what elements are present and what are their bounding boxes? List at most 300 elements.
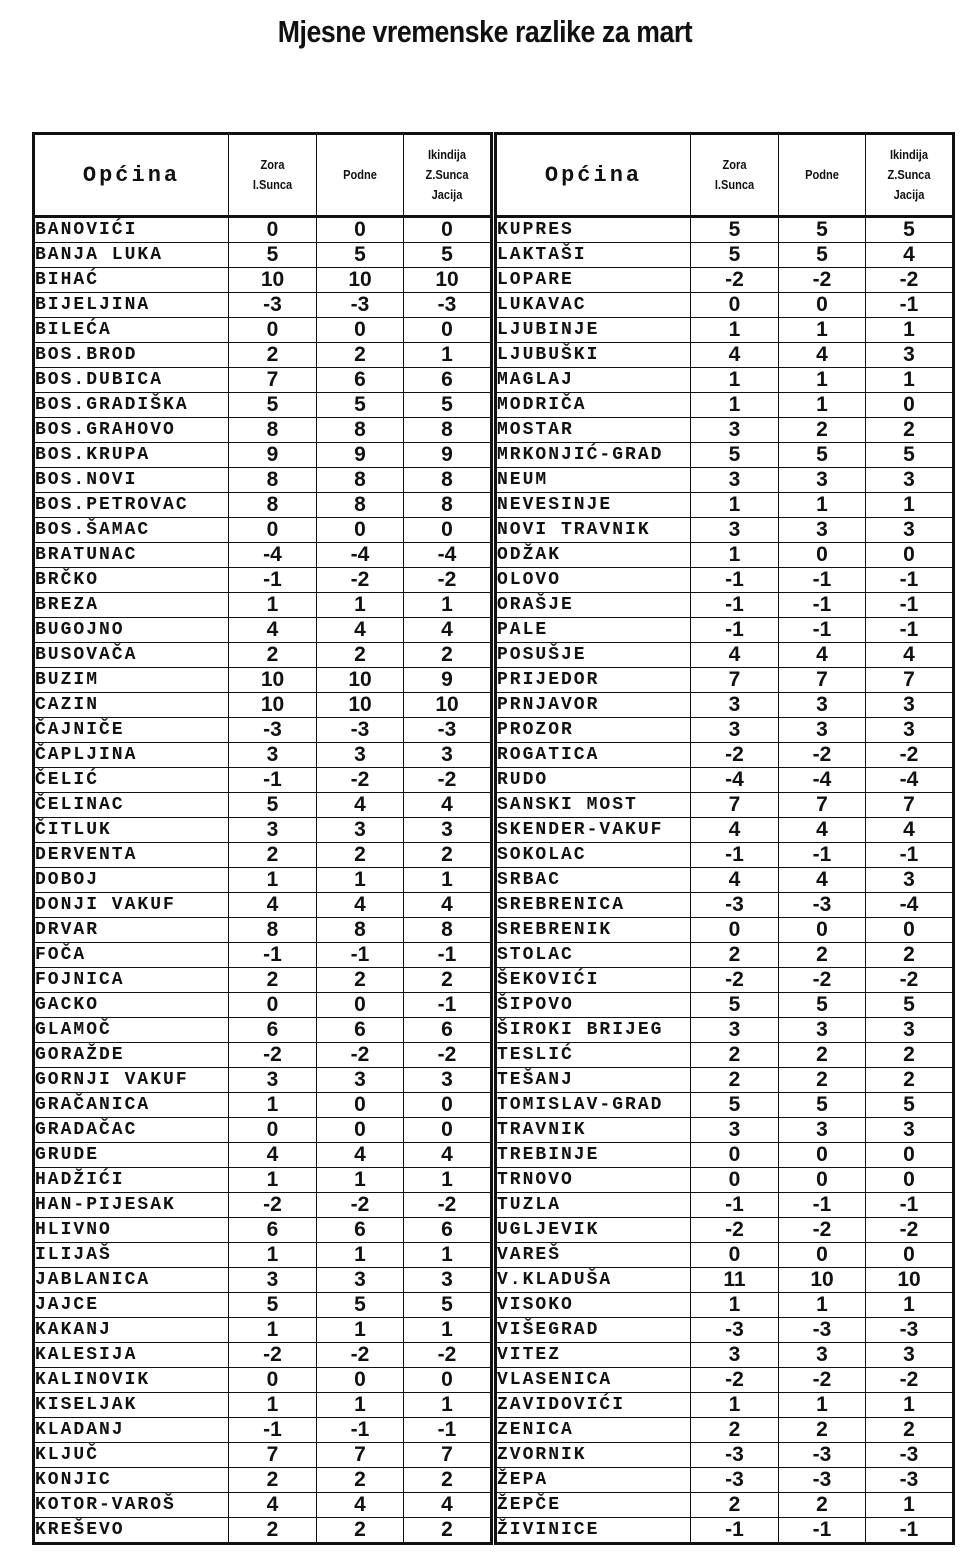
table-row xyxy=(496,318,954,343)
ikindija-value: 7 xyxy=(866,793,954,818)
zora-value: -3 xyxy=(691,1468,779,1493)
municipality-name: GRUDE xyxy=(34,1143,229,1168)
table-row xyxy=(496,1343,954,1368)
zora-value: 0 xyxy=(691,293,779,318)
municipality-name: BUZIM xyxy=(34,668,229,693)
zora-value: 5 xyxy=(691,1093,779,1118)
ikindija-value: 0 xyxy=(404,217,492,243)
podne-value: 8 xyxy=(317,468,404,493)
zora-value: 1 xyxy=(229,1093,317,1118)
header-ikindija-line2: Z.Sunca xyxy=(425,167,469,182)
zora-value: 2 xyxy=(229,343,317,368)
podne-value: -3 xyxy=(779,1443,866,1468)
podne-value: 3 xyxy=(779,1118,866,1143)
ikindija-value: -3 xyxy=(866,1318,954,1343)
podne-value: 5 xyxy=(317,1293,404,1318)
table-row xyxy=(496,993,954,1018)
table-row xyxy=(34,468,492,493)
municipality-name: STOLAC xyxy=(496,943,691,968)
table-row xyxy=(496,1168,954,1193)
municipality-name: BOS.ŠAMAC xyxy=(34,518,229,543)
municipality-name: KAKANJ xyxy=(34,1318,229,1343)
tables-wrapper xyxy=(32,132,952,1541)
table-row xyxy=(496,293,954,318)
municipality-name: NEVESINJE xyxy=(496,493,691,518)
table-row xyxy=(496,668,954,693)
ikindija-value: 3 xyxy=(866,343,954,368)
zora-value: 10 xyxy=(229,668,317,693)
ikindija-value: 0 xyxy=(404,518,492,543)
municipality-name: DONJI VAKUF xyxy=(34,893,229,918)
municipality-name: VITEZ xyxy=(496,1343,691,1368)
zora-value: 1 xyxy=(229,1393,317,1418)
municipality-name: FOJNICA xyxy=(34,968,229,993)
zora-value: 7 xyxy=(229,368,317,393)
ikindija-value: 4 xyxy=(404,1493,492,1518)
zora-value: 5 xyxy=(691,993,779,1018)
zora-value: 3 xyxy=(229,818,317,843)
ikindija-value: 4 xyxy=(404,793,492,818)
table-row xyxy=(496,1243,954,1268)
zora-value: 1 xyxy=(691,318,779,343)
municipality-name: ŽEPA xyxy=(496,1468,691,1493)
table-row xyxy=(496,1443,954,1468)
podne-value: 3 xyxy=(779,468,866,493)
table-row xyxy=(496,893,954,918)
zora-value: 3 xyxy=(691,1018,779,1043)
zora-value: 8 xyxy=(229,418,317,443)
podne-value: 3 xyxy=(779,718,866,743)
zora-value: 8 xyxy=(229,918,317,943)
table-row xyxy=(496,368,954,393)
header-podne-line1: Podne xyxy=(805,167,839,182)
ikindija-value: 10 xyxy=(866,1268,954,1293)
table-row xyxy=(34,368,492,393)
municipality-name: PRNJAVOR xyxy=(496,693,691,718)
zora-value: 1 xyxy=(229,1243,317,1268)
municipality-name: GRAČANICA xyxy=(34,1093,229,1118)
table-row xyxy=(496,818,954,843)
zora-value: 4 xyxy=(229,893,317,918)
header-ikindija xyxy=(866,134,954,217)
municipality-name: TESLIĆ xyxy=(496,1043,691,1068)
ikindija-value: 0 xyxy=(866,393,954,418)
zora-value: 3 xyxy=(691,718,779,743)
zora-value: 2 xyxy=(691,1418,779,1443)
ikindija-value: 1 xyxy=(404,1318,492,1343)
ikindija-value: 2 xyxy=(404,1518,492,1544)
podne-value: 6 xyxy=(317,368,404,393)
podne-value: 2 xyxy=(779,1068,866,1093)
ikindija-value: 5 xyxy=(866,993,954,1018)
podne-value: 9 xyxy=(317,443,404,468)
municipality-name: HLIVNO xyxy=(34,1218,229,1243)
municipality-name: BOS.GRAHOVO xyxy=(34,418,229,443)
ikindija-value: -1 xyxy=(866,618,954,643)
podne-value: 10 xyxy=(779,1268,866,1293)
municipality-name: NOVI TRAVNIK xyxy=(496,518,691,543)
zora-value: 11 xyxy=(691,1268,779,1293)
zora-value: 0 xyxy=(691,918,779,943)
table-row xyxy=(34,1293,492,1318)
zora-value: 3 xyxy=(691,518,779,543)
ikindija-value: 3 xyxy=(866,1018,954,1043)
zora-value: 0 xyxy=(229,217,317,243)
municipality-name: PROZOR xyxy=(496,718,691,743)
zora-value: 8 xyxy=(229,493,317,518)
ikindija-value: 1 xyxy=(866,1393,954,1418)
zora-value: -1 xyxy=(229,768,317,793)
header-ikindija-line1: Ikindija xyxy=(427,147,467,162)
header-opcina: Općina xyxy=(496,134,691,217)
table-row xyxy=(496,1143,954,1168)
municipality-name: SREBRENIK xyxy=(496,918,691,943)
zora-value: 2 xyxy=(691,1068,779,1093)
header-ikindija-line2: Z.Sunca xyxy=(887,167,931,182)
zora-value: 7 xyxy=(691,668,779,693)
municipality-name: KALINOVIK xyxy=(34,1368,229,1393)
table-row xyxy=(496,243,954,268)
zora-value: 1 xyxy=(691,393,779,418)
ikindija-value: 1 xyxy=(866,1493,954,1518)
table-row xyxy=(34,1193,492,1218)
zora-value: 5 xyxy=(691,443,779,468)
podne-value: 4 xyxy=(317,1493,404,1518)
ikindija-value: -2 xyxy=(866,968,954,993)
header-zora-line1: Zora xyxy=(722,157,747,172)
table-row xyxy=(496,1518,954,1544)
podne-value: -2 xyxy=(317,1043,404,1068)
table-row xyxy=(496,593,954,618)
zora-value: 3 xyxy=(229,1268,317,1293)
table-row xyxy=(496,743,954,768)
zora-value: 2 xyxy=(229,1518,317,1544)
table-row xyxy=(496,1368,954,1393)
ikindija-value: 1 xyxy=(404,343,492,368)
municipality-name: ZAVIDOVIĆI xyxy=(496,1393,691,1418)
zora-value: -1 xyxy=(229,568,317,593)
municipality-name: MOSTAR xyxy=(496,418,691,443)
podne-value: -1 xyxy=(779,1518,866,1544)
municipality-name: UGLJEVIK xyxy=(496,1218,691,1243)
table-row xyxy=(496,1193,954,1218)
zora-value: 5 xyxy=(229,393,317,418)
municipality-name: KOTOR-VAROŠ xyxy=(34,1493,229,1518)
header-ikindija-line3: Jacija xyxy=(431,187,463,202)
ikindija-value: 8 xyxy=(404,418,492,443)
zora-value: -3 xyxy=(229,293,317,318)
podne-value: 2 xyxy=(317,843,404,868)
table-row xyxy=(34,1043,492,1068)
zora-value: 1 xyxy=(691,493,779,518)
ikindija-value: -4 xyxy=(404,543,492,568)
zora-value: 6 xyxy=(229,1018,317,1043)
podne-value: -3 xyxy=(779,893,866,918)
table-row xyxy=(496,1418,954,1443)
municipality-name: KLJUČ xyxy=(34,1443,229,1468)
table-row xyxy=(496,943,954,968)
municipality-name: BANOVIĆI xyxy=(34,217,229,243)
zora-value: 2 xyxy=(691,943,779,968)
ikindija-value: 2 xyxy=(866,1418,954,1443)
zora-value: 2 xyxy=(229,968,317,993)
podne-value: 0 xyxy=(317,1118,404,1143)
municipality-name: ŠIROKI BRIJEG xyxy=(496,1018,691,1043)
header-zora-line2: I.Sunca xyxy=(252,177,293,192)
municipality-name: ORAŠJE xyxy=(496,593,691,618)
municipality-name: VIŠEGRAD xyxy=(496,1318,691,1343)
zora-value: 0 xyxy=(691,1243,779,1268)
table-row xyxy=(496,843,954,868)
podne-value: 0 xyxy=(779,543,866,568)
municipality-name: LJUBINJE xyxy=(496,318,691,343)
podne-value: 7 xyxy=(317,1443,404,1468)
table-row xyxy=(496,393,954,418)
ikindija-value: 2 xyxy=(866,418,954,443)
podne-value: -4 xyxy=(317,543,404,568)
table-row xyxy=(496,1468,954,1493)
table-row xyxy=(34,818,492,843)
municipality-name: GRADAČAC xyxy=(34,1118,229,1143)
ikindija-value: 5 xyxy=(866,1093,954,1118)
table-row xyxy=(34,1143,492,1168)
municipality-name: KLADANJ xyxy=(34,1418,229,1443)
table-row xyxy=(34,968,492,993)
zora-value: 4 xyxy=(691,818,779,843)
zora-value: -3 xyxy=(691,1443,779,1468)
municipality-name: BOS.GRADIŠKA xyxy=(34,393,229,418)
podne-value: 2 xyxy=(779,1493,866,1518)
podne-value: 5 xyxy=(779,1093,866,1118)
table-row xyxy=(496,1018,954,1043)
municipality-name: PALE xyxy=(496,618,691,643)
municipality-name: BUSOVAČA xyxy=(34,643,229,668)
page-title: Mjesne vremenske razlike za mart xyxy=(277,14,693,49)
table-row xyxy=(34,518,492,543)
podne-value: 0 xyxy=(779,1168,866,1193)
header-zora xyxy=(229,134,317,217)
municipality-name: ČAPLJINA xyxy=(34,743,229,768)
ikindija-value: 1 xyxy=(866,493,954,518)
podne-value: -2 xyxy=(317,768,404,793)
table-row xyxy=(34,793,492,818)
table-row xyxy=(34,993,492,1018)
podne-value: 0 xyxy=(779,1243,866,1268)
zora-value: -2 xyxy=(229,1043,317,1068)
podne-value: 3 xyxy=(779,1018,866,1043)
table-row xyxy=(496,543,954,568)
zora-value: -1 xyxy=(691,843,779,868)
zora-value: -2 xyxy=(691,743,779,768)
zora-value: -3 xyxy=(691,1318,779,1343)
podne-value: -1 xyxy=(779,1193,866,1218)
table-row xyxy=(496,343,954,368)
table-row xyxy=(34,1118,492,1143)
zora-value: 1 xyxy=(229,593,317,618)
table-row xyxy=(34,1393,492,1418)
ikindija-value: 9 xyxy=(404,443,492,468)
podne-value: 0 xyxy=(317,518,404,543)
ikindija-value: -2 xyxy=(866,268,954,293)
table-row xyxy=(34,893,492,918)
podne-value: 1 xyxy=(779,493,866,518)
municipality-name: BIJELJINA xyxy=(34,293,229,318)
ikindija-value: 2 xyxy=(404,968,492,993)
table-row xyxy=(34,1443,492,1468)
ikindija-value: 10 xyxy=(404,693,492,718)
table-row xyxy=(34,443,492,468)
podne-value: 2 xyxy=(317,1468,404,1493)
table-row xyxy=(34,718,492,743)
municipality-name: SANSKI MOST xyxy=(496,793,691,818)
table-row xyxy=(34,268,492,293)
ikindija-value: 8 xyxy=(404,468,492,493)
podne-value: -2 xyxy=(317,1343,404,1368)
zora-value: 2 xyxy=(691,1043,779,1068)
ikindija-value: -1 xyxy=(404,993,492,1018)
zora-value: 0 xyxy=(691,1143,779,1168)
podne-value: -3 xyxy=(779,1318,866,1343)
podne-value: 2 xyxy=(779,943,866,968)
podne-value: 5 xyxy=(779,993,866,1018)
table-row xyxy=(34,1218,492,1243)
ikindija-value: 4 xyxy=(404,893,492,918)
ikindija-value: -3 xyxy=(866,1443,954,1468)
podne-value: 4 xyxy=(317,1143,404,1168)
municipality-name: LAKTAŠI xyxy=(496,243,691,268)
zora-value: -2 xyxy=(229,1343,317,1368)
zora-value: 4 xyxy=(229,1143,317,1168)
municipality-name: VISOKO xyxy=(496,1293,691,1318)
podne-value: 0 xyxy=(317,217,404,243)
podne-value: 3 xyxy=(317,1268,404,1293)
table-row xyxy=(34,1343,492,1368)
podne-value: -2 xyxy=(779,968,866,993)
podne-value: 5 xyxy=(779,443,866,468)
table-row xyxy=(34,843,492,868)
zora-value: -4 xyxy=(229,543,317,568)
zora-value: 2 xyxy=(229,843,317,868)
ikindija-value: -1 xyxy=(404,1418,492,1443)
zora-value: -1 xyxy=(691,618,779,643)
ikindija-value: 0 xyxy=(404,1093,492,1118)
ikindija-value: 2 xyxy=(866,1068,954,1093)
table-row xyxy=(496,1493,954,1518)
municipality-name: ČITLUK xyxy=(34,818,229,843)
zora-value: 7 xyxy=(691,793,779,818)
ikindija-value: 8 xyxy=(404,918,492,943)
table-row xyxy=(34,868,492,893)
table-row xyxy=(34,1243,492,1268)
table-row xyxy=(34,493,492,518)
municipality-name: BIHAĆ xyxy=(34,268,229,293)
zora-value: 3 xyxy=(691,418,779,443)
ikindija-value: 1 xyxy=(404,1168,492,1193)
left-table xyxy=(32,132,493,1545)
municipality-name: TOMISLAV-GRAD xyxy=(496,1093,691,1118)
zora-value: 2 xyxy=(691,1493,779,1518)
podne-value: 2 xyxy=(779,1418,866,1443)
podne-value: -1 xyxy=(779,568,866,593)
municipality-name: LUKAVAC xyxy=(496,293,691,318)
municipality-name: TUZLA xyxy=(496,1193,691,1218)
header-opcina: Općina xyxy=(34,134,229,217)
table-row xyxy=(34,618,492,643)
table-row xyxy=(496,268,954,293)
municipality-name: V.KLADUŠA xyxy=(496,1268,691,1293)
municipality-name: ODŽAK xyxy=(496,543,691,568)
podne-value: -2 xyxy=(779,1368,866,1393)
ikindija-value: -1 xyxy=(866,593,954,618)
ikindija-value: -2 xyxy=(404,1043,492,1068)
podne-value: 5 xyxy=(317,243,404,268)
podne-value: 4 xyxy=(779,343,866,368)
zora-value: 5 xyxy=(691,217,779,243)
zora-value: 6 xyxy=(229,1218,317,1243)
municipality-name: DERVENTA xyxy=(34,843,229,868)
zora-value: -1 xyxy=(691,1193,779,1218)
left-table-body xyxy=(34,217,492,1544)
table-row xyxy=(34,418,492,443)
podne-value: 3 xyxy=(779,1343,866,1368)
podne-value: -3 xyxy=(317,718,404,743)
podne-value: 5 xyxy=(779,217,866,243)
podne-value: 8 xyxy=(317,918,404,943)
zora-value: -1 xyxy=(229,943,317,968)
municipality-name: POSUŠJE xyxy=(496,643,691,668)
ikindija-value: 4 xyxy=(404,618,492,643)
table-row xyxy=(496,568,954,593)
municipality-name: MAGLAJ xyxy=(496,368,691,393)
municipality-name: BOS.DUBICA xyxy=(34,368,229,393)
ikindija-value: 3 xyxy=(866,468,954,493)
municipality-name: BANJA LUKA xyxy=(34,243,229,268)
ikindija-value: -1 xyxy=(866,293,954,318)
podne-value: 4 xyxy=(779,818,866,843)
municipality-name: BREZA xyxy=(34,593,229,618)
municipality-name: DOBOJ xyxy=(34,868,229,893)
table-row xyxy=(496,493,954,518)
podne-value: 3 xyxy=(779,518,866,543)
table-row xyxy=(34,243,492,268)
zora-value: 0 xyxy=(229,318,317,343)
podne-value: 1 xyxy=(779,318,866,343)
table-row xyxy=(34,1018,492,1043)
municipality-name: BOS.KRUPA xyxy=(34,443,229,468)
ikindija-value: 0 xyxy=(866,918,954,943)
municipality-name: ZVORNIK xyxy=(496,1443,691,1468)
podne-value: 0 xyxy=(779,293,866,318)
ikindija-value: 1 xyxy=(404,1393,492,1418)
podne-value: 3 xyxy=(317,743,404,768)
podne-value: 1 xyxy=(779,393,866,418)
municipality-name: BUGOJNO xyxy=(34,618,229,643)
table-row xyxy=(34,643,492,668)
municipality-name: BRČKO xyxy=(34,568,229,593)
ikindija-value: 1 xyxy=(866,1293,954,1318)
municipality-name: SRBAC xyxy=(496,868,691,893)
table-row xyxy=(496,217,954,243)
table-row xyxy=(496,793,954,818)
podne-value: 3 xyxy=(317,818,404,843)
municipality-name: BRATUNAC xyxy=(34,543,229,568)
table-row xyxy=(496,718,954,743)
municipality-name: TRNOVO xyxy=(496,1168,691,1193)
table-row xyxy=(496,1043,954,1068)
table-row xyxy=(496,618,954,643)
table-row xyxy=(496,518,954,543)
ikindija-value: 6 xyxy=(404,1218,492,1243)
